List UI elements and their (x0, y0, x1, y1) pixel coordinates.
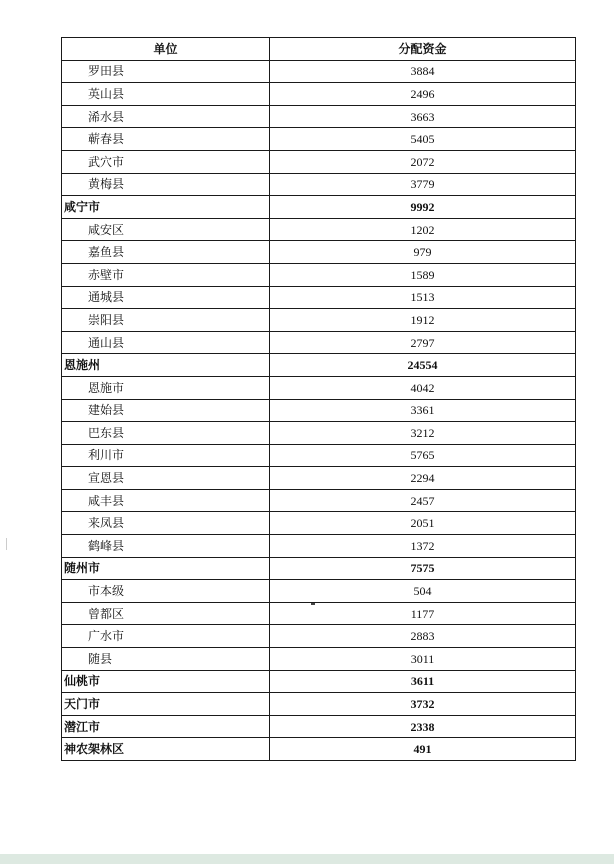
city-total-row (62, 670, 576, 693)
amount-cell: 1372 (270, 535, 576, 558)
amount-cell: 2457 (270, 489, 576, 512)
city-total-row (62, 354, 576, 377)
unit-cell: 仙桃市 (62, 670, 270, 693)
unit-cell: 咸安区 (62, 218, 270, 241)
unit-cell: 潜江市 (62, 715, 270, 738)
table-row (62, 648, 576, 671)
table-row (62, 331, 576, 354)
scan-speck (311, 603, 315, 605)
amount-cell: 3884 (270, 60, 576, 83)
table-row (62, 580, 576, 603)
table-row (62, 150, 576, 173)
table-row (62, 625, 576, 648)
amount-cell: 3212 (270, 422, 576, 445)
amount-cell: 3663 (270, 105, 576, 128)
table-row (62, 376, 576, 399)
city-total-row (62, 557, 576, 580)
amount-cell: 4042 (270, 376, 576, 399)
table-row (62, 422, 576, 445)
table-row (62, 241, 576, 264)
unit-cell: 随县 (62, 648, 270, 671)
unit-cell: 嘉鱼县 (62, 241, 270, 264)
unit-cell: 罗田县 (62, 60, 270, 83)
table-row (62, 105, 576, 128)
table-row (62, 128, 576, 151)
unit-cell: 崇阳县 (62, 309, 270, 332)
unit-cell: 曾都区 (62, 602, 270, 625)
amount-cell: 1177 (270, 602, 576, 625)
amount-cell: 491 (270, 738, 576, 761)
unit-column-header: 单位 (62, 38, 270, 61)
amount-cell: 2338 (270, 715, 576, 738)
unit-cell: 巴东县 (62, 422, 270, 445)
amount-cell: 2496 (270, 83, 576, 106)
city-total-row (62, 738, 576, 761)
amount-cell: 1589 (270, 263, 576, 286)
amount-column-header: 分配资金 (270, 38, 576, 61)
unit-cell: 英山县 (62, 83, 270, 106)
unit-cell: 市本级 (62, 580, 270, 603)
city-total-row (62, 693, 576, 716)
unit-cell: 建始县 (62, 399, 270, 422)
table-row (62, 467, 576, 490)
unit-cell: 通山县 (62, 331, 270, 354)
unit-cell: 武穴市 (62, 150, 270, 173)
city-total-row (62, 196, 576, 219)
unit-cell: 鹤峰县 (62, 535, 270, 558)
unit-cell: 蕲春县 (62, 128, 270, 151)
table-row (62, 263, 576, 286)
page-bottom-strip (0, 854, 614, 864)
amount-cell: 5405 (270, 128, 576, 151)
unit-cell: 恩施市 (62, 376, 270, 399)
table-row (62, 489, 576, 512)
amount-cell: 7575 (270, 557, 576, 580)
unit-cell: 咸丰县 (62, 489, 270, 512)
unit-cell: 赤壁市 (62, 263, 270, 286)
amount-cell: 2072 (270, 150, 576, 173)
unit-cell: 随州市 (62, 557, 270, 580)
table-header (62, 38, 576, 61)
table-row (62, 173, 576, 196)
amount-cell: 979 (270, 241, 576, 264)
amount-cell: 2294 (270, 467, 576, 490)
table-row (62, 83, 576, 106)
table-row (62, 399, 576, 422)
amount-cell: 504 (270, 580, 576, 603)
unit-cell: 广水市 (62, 625, 270, 648)
unit-cell: 恩施州 (62, 354, 270, 377)
unit-cell: 宣恩县 (62, 467, 270, 490)
table-row (62, 602, 576, 625)
amount-cell: 2883 (270, 625, 576, 648)
table-row (62, 535, 576, 558)
amount-cell: 3011 (270, 648, 576, 671)
unit-cell: 利川市 (62, 444, 270, 467)
unit-cell: 通城县 (62, 286, 270, 309)
amount-cell: 3361 (270, 399, 576, 422)
table-body (62, 60, 576, 760)
amount-cell: 2797 (270, 331, 576, 354)
allocation-table (61, 37, 576, 761)
amount-cell: 1202 (270, 218, 576, 241)
table-row (62, 218, 576, 241)
amount-cell: 3779 (270, 173, 576, 196)
amount-cell: 2051 (270, 512, 576, 535)
table-row (62, 60, 576, 83)
amount-cell: 3732 (270, 693, 576, 716)
unit-cell: 咸宁市 (62, 196, 270, 219)
table-row (62, 309, 576, 332)
table-row (62, 444, 576, 467)
amount-cell: 9992 (270, 196, 576, 219)
unit-cell: 浠水县 (62, 105, 270, 128)
table-row (62, 512, 576, 535)
unit-cell: 神农架林区 (62, 738, 270, 761)
amount-cell: 1513 (270, 286, 576, 309)
unit-cell: 天门市 (62, 693, 270, 716)
amount-cell: 1912 (270, 309, 576, 332)
amount-cell: 24554 (270, 354, 576, 377)
city-total-row (62, 715, 576, 738)
amount-cell: 3611 (270, 670, 576, 693)
table-row (62, 286, 576, 309)
scan-edge-mark (6, 538, 7, 550)
unit-cell: 来凤县 (62, 512, 270, 535)
header-row (62, 38, 576, 61)
amount-cell: 5765 (270, 444, 576, 467)
unit-cell: 黄梅县 (62, 173, 270, 196)
